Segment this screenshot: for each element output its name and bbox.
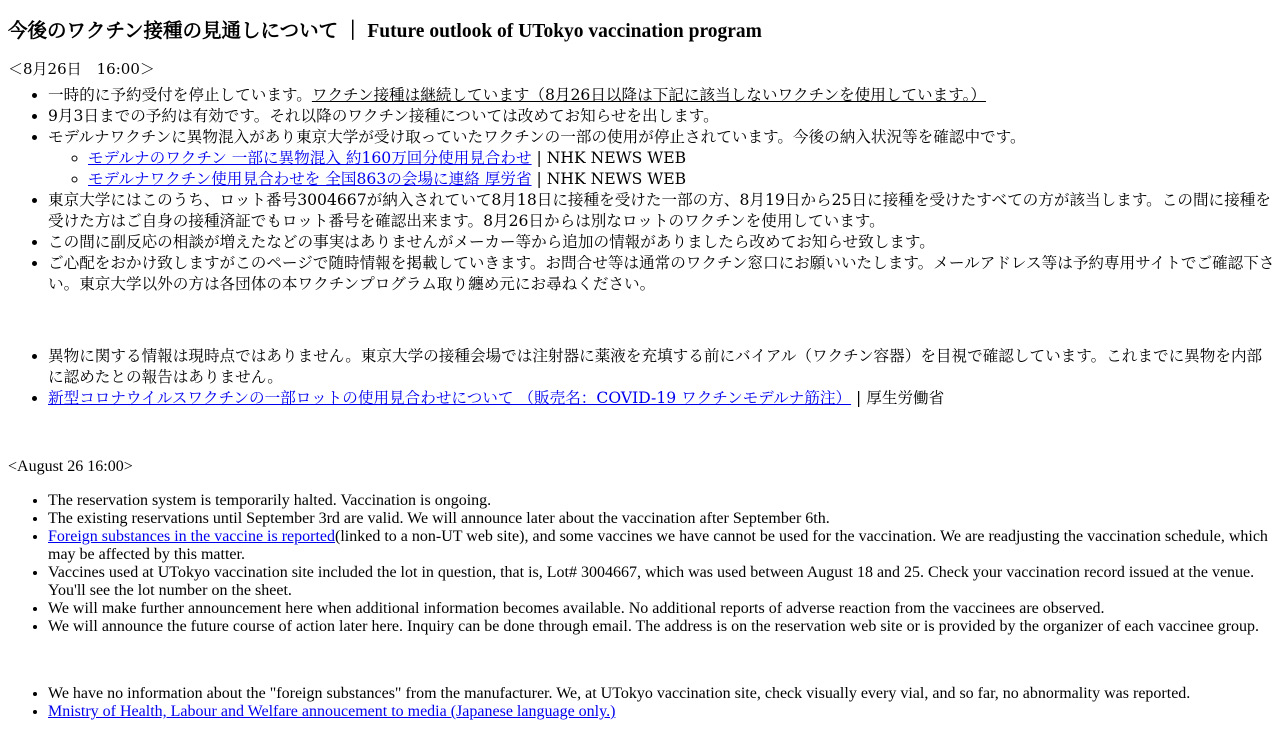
news-source: | NHK NEWS WEB (531, 170, 687, 188)
list-item (88, 169, 1276, 190)
nhk-news-link-1[interactable]: モデルナのワクチン 一部に異物混入 約160万回分使用見合わせ (88, 149, 532, 167)
page-content (0, 19, 1284, 721)
list-item: • この間に副反応の相談が増えたなどの事実はありませんがメーカー等から追加の情報がありましたら改めてお知らせ致します。 (48, 232, 1276, 253)
news-link-list (48, 148, 1276, 190)
notice-list-en-2 (8, 685, 1276, 721)
notice-text: モデルナワクチンに異物混入があり東京大学が受け取っていたワクチンの一部の使用が停止されています。今後の納入状況等を確認中です。 (48, 128, 1026, 146)
list-item: • We will announce the future course of action later here. Inquiry can be done through email. The address is on the reservation web site or is provided by the organizer of each vaccinee group. (48, 618, 1276, 636)
news-source: | NHK NEWS WEB (531, 149, 687, 167)
notice-list-jp-2 (8, 346, 1276, 409)
list-item: • We will make further announcement here when additional information becomes available. No additional reports of adverse reaction from the vaccinees are observed. (48, 600, 1276, 618)
notice-text: 一時的に予約受付を停止しています。 (48, 86, 312, 104)
mhlw-announcement-link-en[interactable]: Mnistry of Health, Labour and Welfare annoucement to media (Japanese language only.) (48, 703, 616, 720)
list-item: • The reservation system is temporarily halted. Vaccination is ongoing. (48, 492, 1276, 510)
vaccination-ongoing-note: ワクチン接種は継続しています（8月26日以降は下記に該当しないワクチンを使用しています。） (311, 86, 986, 104)
list-item (48, 528, 1276, 564)
list-item: • Vaccines used at UTokyo vaccination site included the lot in question, that is, Lot# 3004667, which was used between August 18 and 25. Check your vaccination record issued at the venue. You'll see the lot number on the sheet. (48, 564, 1276, 600)
news-source: | 厚生労働省 (851, 389, 945, 407)
list-item (48, 388, 1276, 409)
foreign-substances-link[interactable]: Foreign substances in the vaccine is reported (48, 528, 336, 545)
nhk-news-link-2[interactable]: モデルナワクチン使用見合わせを 全国863の会場に連絡 厚労省 (88, 170, 532, 188)
spacer (8, 295, 1276, 346)
list-item: • The existing reservations until September 3rd are valid. We will announce later about the vaccination after September 6th. (48, 510, 1276, 528)
update-date-jp: ＜8月26日 16:00＞ (8, 60, 155, 78)
list-item (88, 148, 1276, 169)
mhlw-announcement-link-jp[interactable]: 新型コロナウイルスワクチンの一部ロットの使用見合わせについて （販売名：COVID-19 ワクチンモデルナ筋注） (48, 389, 852, 407)
notice-text: (linked to a non-UT web site), and some vaccines we have cannot be used for the vaccination. We are readjusting the vaccination schedule, which may be affected by this matter. (48, 528, 1268, 563)
list-item: • 異物に関する情報は現時点ではありません。東京大学の接種会場では注射器に薬液を充填する前にバイアル（ワクチン容器）を目視で確認しています。これまでに異物を内部に認めたとの報告はありません。 (48, 346, 1276, 388)
notice-list-en (8, 492, 1276, 636)
list-item (48, 127, 1276, 190)
list-item: • We have no information about the "foreign substances" from the manufacturer. We, at UTokyo vaccination site, check visually every vial, and so far, no abnormality was reported. (48, 685, 1276, 703)
list-item (48, 703, 1276, 721)
page-title: 今後のワクチン接種の見通しについて ｜ Future outlook of UTokyo vaccination program (8, 21, 762, 42)
spacer (8, 636, 1276, 685)
list-item: • 東京大学にはこのうち、ロット番号3004667が納入されていて8月18日に接種を受けた一部の方、8月19日から25日に接種を受けたすべての方が該当します。この間に接種を受けた方はご自身の接種済証でもロット番号を確認出来ます。8月26日からは別なロットのワクチンを使用しています。 (48, 190, 1276, 232)
update-date-en: <August 26 16:00> (8, 458, 133, 475)
list-item: • ご心配をおかけ致しますがこのページで随時情報を掲載していきます。お問合せ等は通常のワクチン窓口にお願いいたします。メールアドレス等は予約専用サイトでご確認下さい。東京大学以外の方は各団体の本ワクチンプログラム取り纏め元にお尋ねください。 (48, 253, 1276, 295)
spacer (8, 409, 1276, 458)
list-item (48, 85, 1276, 106)
list-item: • 9月3日までの予約は有効です。それ以降のワクチン接種については改めてお知らせを出します。 (48, 106, 1276, 127)
notice-list-jp (8, 85, 1276, 295)
